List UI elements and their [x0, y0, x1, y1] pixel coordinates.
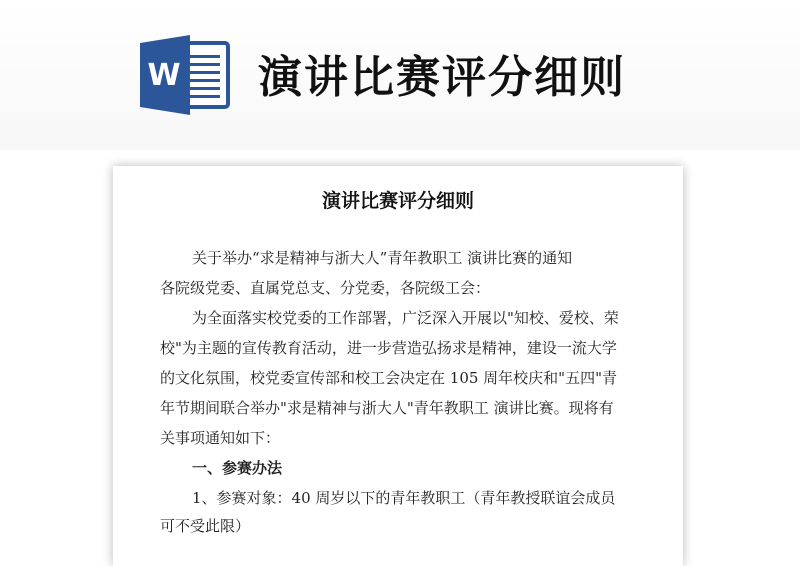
body-line: 校"为主题的宣传教育活动，进一步营造弘扬求是精神，建设一流大学 — [160, 339, 617, 357]
body-line: 的文化氛围，校党委宣传部和校工会决定在 105 周年校庆和"五四"青 — [160, 369, 617, 387]
header-banner — [0, 0, 800, 150]
document-title: 演讲比赛评分细则 — [321, 190, 474, 212]
body-line: 可不受此限） — [160, 517, 251, 535]
word-icon-letter: W — [147, 58, 181, 93]
notice-title-line: 关于举办“求是精神与浙大人”青年教职工 演讲比赛的通知 — [192, 249, 573, 267]
document-page — [113, 166, 683, 566]
body-line: 为全面落实校党委的工作部署，广泛深入开展以"知校、爱校、荣 — [192, 309, 619, 327]
body-line: 关事项通知如下： — [160, 429, 281, 447]
body-line: 年节期间联合举办"求是精神与浙大人"青年教职工 演讲比赛。现将有 — [160, 399, 614, 417]
section-heading: 一、参赛办法 — [192, 459, 283, 477]
salutation-line: 各院级党委、直属党总支、分党委，各院级工会： — [160, 279, 491, 297]
word-doc-icon — [140, 35, 232, 115]
header-title: 演讲比赛评分细则 — [258, 52, 626, 103]
body-line: 1、参赛对象：40 周岁以下的青年教职工（青年教授联谊会成员 — [192, 489, 616, 507]
